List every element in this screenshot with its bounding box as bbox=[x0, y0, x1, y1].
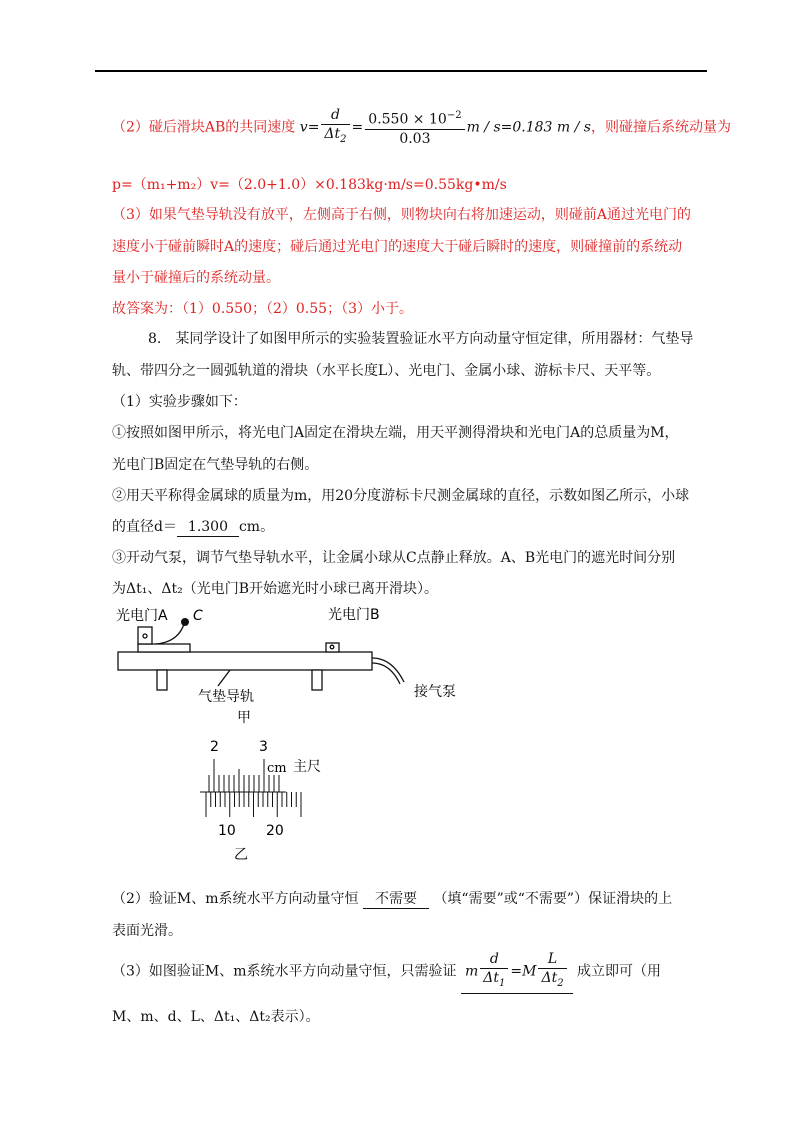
p2-momentum: p=（m₁+m₂）v=（2.0+1.0）×0.183kg·m/s=0.55kg•m/s bbox=[112, 177, 507, 193]
part3-line2: M、m、d、L、Δt₁、Δt₂表示）。 bbox=[112, 1009, 320, 1025]
step2b-pre: 的直径d＝ bbox=[112, 519, 177, 535]
formula-eq1: = bbox=[307, 119, 320, 136]
ans-L: L bbox=[538, 950, 566, 969]
figure-jia bbox=[100, 600, 480, 735]
ans-m: m bbox=[464, 963, 479, 980]
ans-frac2 bbox=[538, 950, 566, 993]
caption-yi: 乙 bbox=[234, 847, 248, 863]
frac-sub2: 2 bbox=[340, 133, 347, 145]
q8-step3a: ③开动气泵，调节气垫导轨水平，让金属小球从C点静止释放。A、B光电门的遮光时间分别 bbox=[112, 550, 676, 566]
header-rule bbox=[95, 70, 707, 72]
formula-v: v bbox=[299, 119, 308, 136]
ans-M: M bbox=[522, 963, 537, 980]
arc-track bbox=[156, 624, 184, 644]
q8-part2 bbox=[112, 890, 672, 909]
q8-step2b bbox=[112, 518, 274, 537]
q8-step3b: 为Δt₁、Δt₂（光电门B开始遮光时小球已离开滑块）。 bbox=[112, 581, 438, 597]
ans-d: d bbox=[480, 950, 508, 969]
part3-pre: （3）如图验证M、m系统水平方向动量守恒，只需验证 bbox=[112, 963, 457, 980]
q8-steps: （1）实验步骤如下： bbox=[112, 394, 247, 410]
gate-a bbox=[138, 627, 152, 644]
ans-sub2: 2 bbox=[557, 977, 564, 989]
p3-line3: 量小于碰撞后的系统动量。 bbox=[112, 270, 280, 286]
q8-intro2: 轨、带四分之一圆弧轨道的滑块（水平长度L）、光电门、金属小球、游标卡尺、天平等。 bbox=[112, 363, 661, 379]
q8-part3 bbox=[112, 950, 661, 994]
main-scale-2: 2 bbox=[210, 739, 219, 755]
label-gate-a: 光电门A bbox=[116, 608, 168, 624]
ans-sub1: 1 bbox=[499, 977, 506, 989]
p3-line2: 速度小于碰前瞬时A的速度；碰后通过光电门的速度大于碰后瞬时的速度，则碰撞前的系统动 bbox=[112, 239, 683, 255]
q8-step2a: ②用天平称得金属球的质量为m，用20分度游标卡尺测金属球的直径，示数如图乙所示，小球 bbox=[112, 488, 690, 504]
ans-eq: = bbox=[510, 963, 523, 980]
answer-line: 故答案为：（1）0.550；（2）0.55；（3）小于。 bbox=[112, 301, 413, 317]
frac-d: d bbox=[321, 106, 349, 125]
figure-yi bbox=[190, 735, 340, 865]
frac-value bbox=[365, 107, 464, 148]
frac-d-dt2 bbox=[321, 106, 349, 149]
diameter-answer: 1.300 bbox=[177, 518, 239, 537]
part2-post: （填“需要”或“不需要”）保证滑块的上 bbox=[433, 891, 673, 907]
air-track-rail bbox=[118, 652, 372, 670]
label-pump: 接气泵 bbox=[414, 684, 456, 700]
part2-line2: 表面光滑。 bbox=[112, 923, 182, 939]
ans-dt1: Δt bbox=[483, 970, 500, 986]
rail-leg-right bbox=[312, 670, 322, 690]
caption-jia: 甲 bbox=[237, 710, 251, 726]
vernier-20: 20 bbox=[266, 823, 284, 839]
part2-pre: （2）验证M、m系统水平方向动量守恒 bbox=[112, 891, 359, 907]
ans-dt2: Δt bbox=[541, 970, 558, 986]
p2-line bbox=[112, 106, 731, 149]
step2b-post: cm。 bbox=[238, 519, 275, 535]
frac-exp: −2 bbox=[446, 110, 462, 122]
gate-b bbox=[326, 643, 339, 652]
vernier-10: 10 bbox=[218, 823, 236, 839]
slider-block bbox=[138, 644, 190, 652]
p3-line1: （3）如果气垫导轨没有放平，左侧高于右侧，则物块向右将加速运动，则碰前A通过光电门的 bbox=[112, 207, 692, 223]
part3-answer bbox=[461, 950, 573, 994]
pump-hose bbox=[372, 658, 404, 682]
p2-suffix: ，则碰撞后系统动量为 bbox=[590, 119, 731, 136]
rail-leg-left bbox=[157, 670, 167, 690]
q8-step1a: ①按照如图甲所示，将光电门A固定在滑块左端，用天平测得滑块和光电门A的总质量为M， bbox=[112, 425, 679, 441]
ans-frac1 bbox=[480, 950, 508, 993]
label-cm: cm bbox=[267, 761, 287, 776]
label-point-c: C bbox=[193, 608, 203, 624]
frac-dt: Δt bbox=[324, 126, 341, 142]
q8-step1b: 光电门B固定在气垫导轨的右侧。 bbox=[112, 457, 319, 473]
label-air-track: 气垫导轨 bbox=[198, 689, 254, 705]
frac-num: 0.550 × 10 bbox=[368, 111, 447, 128]
p2-prefix: （2）碰后滑块AB的共同速度 bbox=[112, 119, 296, 136]
metal-ball bbox=[181, 618, 189, 626]
label-main-scale: 主尺 bbox=[293, 759, 321, 775]
formula-result: m / s=0.183 m / s bbox=[466, 119, 591, 136]
part2-answer: 不需要 bbox=[363, 890, 429, 909]
main-scale-3: 3 bbox=[259, 739, 268, 755]
label-gate-b: 光电门B bbox=[328, 607, 380, 623]
q8-intro1: 8. 某同学设计了如图甲所示的实验装置验证水平方向动量守恒定律，所用器材：气垫导 bbox=[148, 331, 694, 347]
formula-eq2: = bbox=[351, 119, 364, 136]
part3-post: 成立即可（用 bbox=[577, 963, 662, 980]
frac-den: 0.03 bbox=[399, 130, 431, 147]
